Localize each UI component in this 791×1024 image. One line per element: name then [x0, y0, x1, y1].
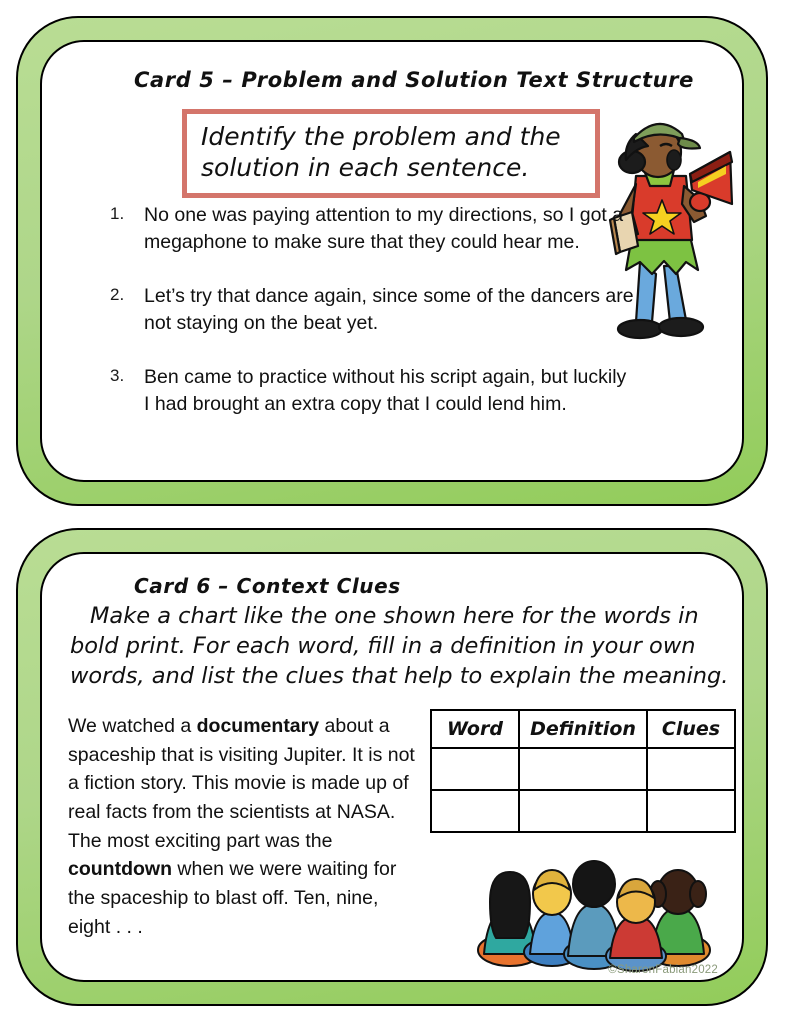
list-item-text: No one was paying attention to my directions, so I got a megaphone to make sure that they could hear me.	[144, 204, 624, 253]
table-header-word: Word	[431, 710, 519, 748]
list-item-text: Ben came to practice without his script again, but luckily I had brought an extra copy that I could lend him.	[144, 365, 627, 415]
table-cell-word[interactable]	[431, 790, 519, 832]
context-clues-table	[430, 709, 736, 833]
table-header-clues: Clues	[647, 710, 735, 748]
table-row	[431, 748, 735, 790]
card-5-sentence-list	[110, 202, 635, 444]
card-6-body	[40, 552, 744, 982]
card-5-instruction-box	[182, 109, 600, 198]
passage-rich-text: We watched a documentary about a spaceship that is visiting Jupiter. It is not a fiction story. This movie is made up of real facts from the scientists at NASA. The most exciting part was the countdown when we were waiting for the spaceship to blast off. Ten, nine, eight . . .	[68, 715, 415, 938]
card-6	[16, 528, 768, 1006]
children-sitting-illustration	[464, 832, 724, 972]
card-6-instruction-text: Make a chart like the one shown here for the words in bold print. For each word, fill in a definition in your own words, and list the clues that help to explain the meaning.	[70, 603, 729, 689]
list-item	[110, 364, 635, 418]
table-cell-definition[interactable]	[519, 790, 647, 832]
table-cell-clues[interactable]	[647, 748, 735, 790]
list-item	[110, 202, 635, 256]
table-header-row	[431, 710, 735, 748]
list-item-number: 2.	[110, 284, 125, 304]
list-item-number: 1.	[110, 204, 125, 223]
table-cell-clues[interactable]	[647, 790, 735, 832]
table-cell-word[interactable]	[431, 748, 519, 790]
list-item-number: 3.	[110, 365, 125, 385]
card-6-title: Card 6 – Context Clues	[134, 574, 401, 598]
card-5-body	[40, 40, 744, 482]
card-5	[16, 16, 768, 506]
table-row	[431, 790, 735, 832]
copyright-notice: ©SharonFabian2022	[608, 964, 718, 976]
list-item-text: Let’s try that dance again, since some of the dancers are not staying on the beat yet.	[144, 284, 634, 334]
list-item	[110, 283, 635, 337]
card-5-title: Card 5 – Problem and Solution Text Structure	[134, 68, 694, 92]
table-header-definition: Definition	[519, 710, 647, 748]
card-6-passage	[68, 712, 416, 941]
table-cell-definition[interactable]	[519, 748, 647, 790]
card-5-instruction-text: Identify the problem and the solution in each sentence.	[201, 122, 561, 182]
